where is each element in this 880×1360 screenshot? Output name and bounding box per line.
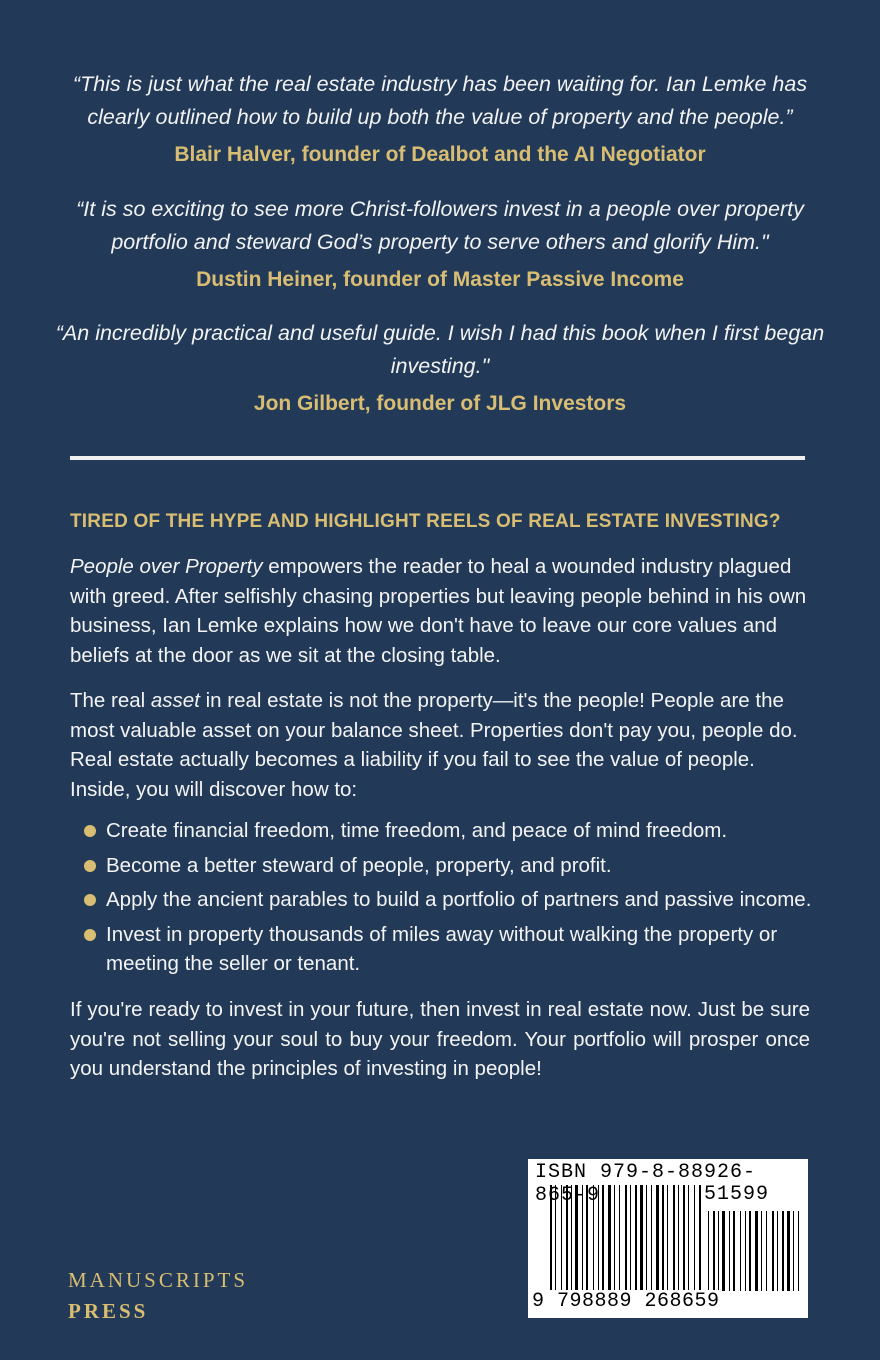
emphasis-italic: asset [150,689,200,712]
barcode-bar [787,1211,790,1291]
paragraph-text: empowers the reader to heal a wounded industry plagued with greed. After selfishly chasing properties but leaving people behind in his own business, Ian Lemke explains how we don't have to leave our core values and beliefs at the door as we sit at the closing table. [70,555,807,667]
paragraph-text: in real estate is not the property—it's the people! People are the most valuable asset on your balance sheet. Properties don't pay you, people do. Real estate actually becomes a liability if you fail to see the value of people. Inside, you will discover how to: [70,689,798,801]
list-item [84,851,824,881]
list-item [84,816,824,846]
endorsement-2 [40,193,840,295]
benefit-list [84,816,824,984]
barcode-bar [766,1211,767,1291]
description-paragraph-1 [70,552,810,670]
description-paragraph-3: If you're ready to invest in your future, then invest in real estate now. Just be sure you're not selling your soul to buy your freedom. Your portfolio will prosper once you understand the principles of investing in people! [70,998,810,1080]
barcode-bar [733,1211,735,1291]
price-code: 51599 [704,1183,770,1206]
isbn-number: ISBN 979-8-88926-865-9 [535,1161,757,1207]
barcode-bar [761,1211,762,1291]
endorsement-quote: “This is just what the real estate industry has been waiting for. Ian Lemke has clearly outlined how to build up both the value of property and the people.” [72,72,808,129]
divider-rule [70,456,805,460]
list-item-text: Invest in property thousands of miles away without walking the property or meeting the seller or tenant. [106,922,778,975]
endorsement-author: Blair Halver, founder of Dealbot and the AI Negotiator [174,143,706,166]
headline: TIRED OF THE HYPE AND HIGHLIGHT REELS OF REAL ESTATE INVESTING? [70,511,781,532]
bullet-dot-icon [84,929,96,941]
publisher-logo [68,1268,248,1324]
list-item [84,885,824,915]
bullet-dot-icon [84,825,96,837]
bullet-dot-icon [84,860,96,872]
description-paragraph-2 [70,686,810,804]
endorsement-quote: “An incredibly practical and useful guide. I wish I had this book when I first began investing." [55,321,825,378]
barcode-bar [713,1211,715,1291]
barcode-bar [749,1211,751,1291]
endorsement-author: Dustin Heiner, founder of Master Passive Income [196,268,684,291]
isbn-barcode [528,1159,808,1318]
book-title-italic: People over Property [70,555,263,578]
list-item-text: Become a better steward of people, property, and profit. [106,853,612,877]
barcode-bar [729,1211,730,1291]
barcode-bar [708,1211,709,1291]
barcode-bar [793,1211,794,1291]
barcode-bar [755,1211,758,1291]
barcode-bar [745,1211,746,1291]
endorsement-1 [40,68,840,170]
barcode-bar [718,1211,719,1291]
barcode-bar [777,1211,778,1291]
publisher-line-1: MANUSCRIPTS [68,1268,249,1292]
barcode-bar [722,1211,725,1291]
list-item-text: Create financial freedom, time freedom, and peace of mind freedom. [106,819,728,842]
paragraph-text: The real [70,689,151,712]
publisher-line-2: PRESS [68,1299,149,1323]
barcode-digits: 9 798889 268659 [532,1290,720,1313]
endorsement-3 [40,317,840,419]
list-item [84,920,824,979]
list-item-text: Apply the ancient parables to build a portfolio of partners and passive income. [106,888,812,911]
barcode-bar [740,1211,741,1291]
barcode-bar [772,1211,774,1291]
barcode-bar [798,1211,799,1291]
endorsement-author: Jon Gilbert, founder of JLG Investors [253,392,627,415]
bullet-dot-icon [84,894,96,906]
barcode-bar [782,1211,784,1291]
endorsement-quote: “It is so exciting to see more Christ-followers invest in a people over property portfolio and steward God’s property to serve others and glorify Him." [76,197,804,254]
